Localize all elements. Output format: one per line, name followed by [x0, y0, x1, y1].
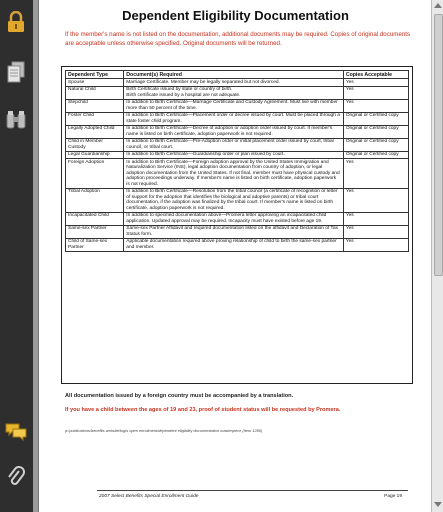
table-header-row [66, 71, 409, 79]
pages-icon[interactable] [4, 60, 28, 84]
eligibility-table [65, 70, 409, 252]
documents-cell: Applicable documentation required above proving relationship of child to birth the same-sex partner and member. [124, 238, 344, 251]
copies-cell: Original or Certified copy [343, 151, 408, 159]
copies-cell: Yes [343, 99, 408, 112]
table-row [66, 86, 409, 99]
table-row [66, 112, 409, 125]
copies-cell: Original or Certified copy [343, 112, 408, 125]
scroll-down-icon[interactable] [434, 502, 442, 507]
documents-cell: In addition to Birth Certificate—Foreign adoption approval by the United States Immigration and Naturalization Service (INS), legal adoption documentation from country of adoption, or legal adoption documentation from the United States. If not final, member must have physical custody and adoption proceedings underway. If member's name is listed on birth certificate, adoption paperwork is not required. [124, 159, 344, 189]
comments-icon[interactable] [4, 420, 28, 444]
binoculars-icon[interactable] [4, 108, 28, 132]
navigation-sidebar [0, 0, 33, 512]
table-row [66, 188, 409, 212]
copies-cell: Yes [343, 238, 408, 251]
scroll-up-icon[interactable] [434, 3, 442, 8]
intro-text: If the member's name is not listed on the documentation, additional documents may be required. Copies of original documents are acceptable unless otherwise specified. Original documents will be returned. [65, 31, 411, 47]
vertical-scrollbar[interactable] [431, 0, 443, 512]
eligibility-table-frame [61, 66, 413, 384]
dependent-type-cell: Foster Child [66, 112, 124, 125]
dependent-type-cell: Spouse [66, 79, 124, 87]
copies-cell: Yes [343, 225, 408, 238]
dependent-type-cell: Legal Guardianship [66, 151, 124, 159]
dependent-type-cell: Stepchild [66, 99, 124, 112]
table-row [66, 212, 409, 225]
dependent-type-cell: Foreign Adoption [66, 159, 124, 189]
footer-guide-title: 2007 Select Benefits Special Enrollment Guide [99, 494, 199, 499]
documents-cell: In addition to Birth Certificate—Pre-Adoption order or initial placement order issued by court, tribal council, or tribal court. [124, 138, 344, 151]
dependent-type-cell: Incapacitated Child [66, 212, 124, 225]
footer-divider [97, 490, 408, 491]
header-copies-acceptable: Copies Acceptable [343, 71, 408, 79]
documents-cell: In addition to Birth Certificate—Guardianship order or plan issued by court. [124, 151, 344, 159]
student-status-note: If you have a child between the ages of 19 and 23, proof of student status will be requested by Promera. [65, 407, 341, 413]
file-path: p:/publications/benefits website/togis open enrollment/dependent eligibility documentation masterpiece (Item 1286) [65, 428, 263, 433]
copies-cell: Original or Certified copy [343, 138, 408, 151]
lock-icon[interactable] [4, 10, 28, 34]
table-row [66, 238, 409, 251]
copies-cell: Yes [343, 86, 408, 99]
table-row [66, 79, 409, 87]
page-title: Dependent Eligibility Documentation [122, 8, 349, 23]
documents-cell: Same-sex Partner Affidavit and required documentation listed on the affidavit and Declaration of Tax Status form. [124, 225, 344, 238]
copies-cell: Yes [343, 159, 408, 189]
documents-cell: In addition to specified documentation above—Promera letter approving an incapacitated child application. Updated approval may be required. Incapacity must have existed before age 19. [124, 212, 344, 225]
documents-cell: In addition to Birth Certificate—Resolution from the tribal council (a certificate of recognition or letter of support for the adoption that identifies the biological and adoptive parents) or tribal court documentation, if the adoption was finalized by the tribal court. If member's name is listed on birth certificate, adoption paperwork is not required. [124, 188, 344, 212]
table-row [66, 225, 409, 238]
dependent-type-cell: Legally Adopted Child [66, 125, 124, 138]
documents-cell: Marriage Certificate. Member may be legally separated but not divorced. [124, 79, 344, 87]
dependent-type-cell: Natural Child [66, 86, 124, 99]
documents-cell: In addition to Birth Certificate—Placement order or decree issued by court. Must be placed through a state foster child program. [124, 112, 344, 125]
copies-cell: Yes [343, 188, 408, 212]
dependent-type-cell: Same-sex Partner [66, 225, 124, 238]
table-row [66, 125, 409, 138]
table-row [66, 151, 409, 159]
scrollbar-thumb[interactable] [434, 14, 443, 276]
dependent-type-cell: Child of Same-sex Partner [66, 238, 124, 251]
documents-cell: Birth Certificate issued by state or country of birth. Birth certificate issued by a hospital are not adequate. [124, 86, 344, 99]
table-row [66, 159, 409, 189]
documents-cell: In addition to Birth Certificate—Marriage Certificate and Custody Agreement. Must live with member more than 50 percent of the time. [124, 99, 344, 112]
header-documents-required: Document(s) Required [124, 71, 344, 79]
copies-cell: Yes [343, 79, 408, 87]
translation-note: All documentation issued by a foreign country must be accompanied by a translation. [65, 393, 294, 399]
dependent-type-cell: Tribal Adoption [66, 188, 124, 212]
page-number: Page 19 [384, 494, 402, 499]
dependent-type-cell: Child in Member Custody [66, 138, 124, 151]
table-row [66, 99, 409, 112]
document-page [38, 0, 433, 512]
copies-cell: Yes [343, 212, 408, 225]
copies-cell: Original or Certified copy [343, 125, 408, 138]
documents-cell: In addition to Birth Certificate—Decree of adoption or adoption order issued by court. If member's name is listed on birth certificate, adoption paperwork is not required. [124, 125, 344, 138]
attachment-icon[interactable] [4, 466, 28, 490]
header-dependent-type: Dependent Type [66, 71, 124, 79]
table-row [66, 138, 409, 151]
